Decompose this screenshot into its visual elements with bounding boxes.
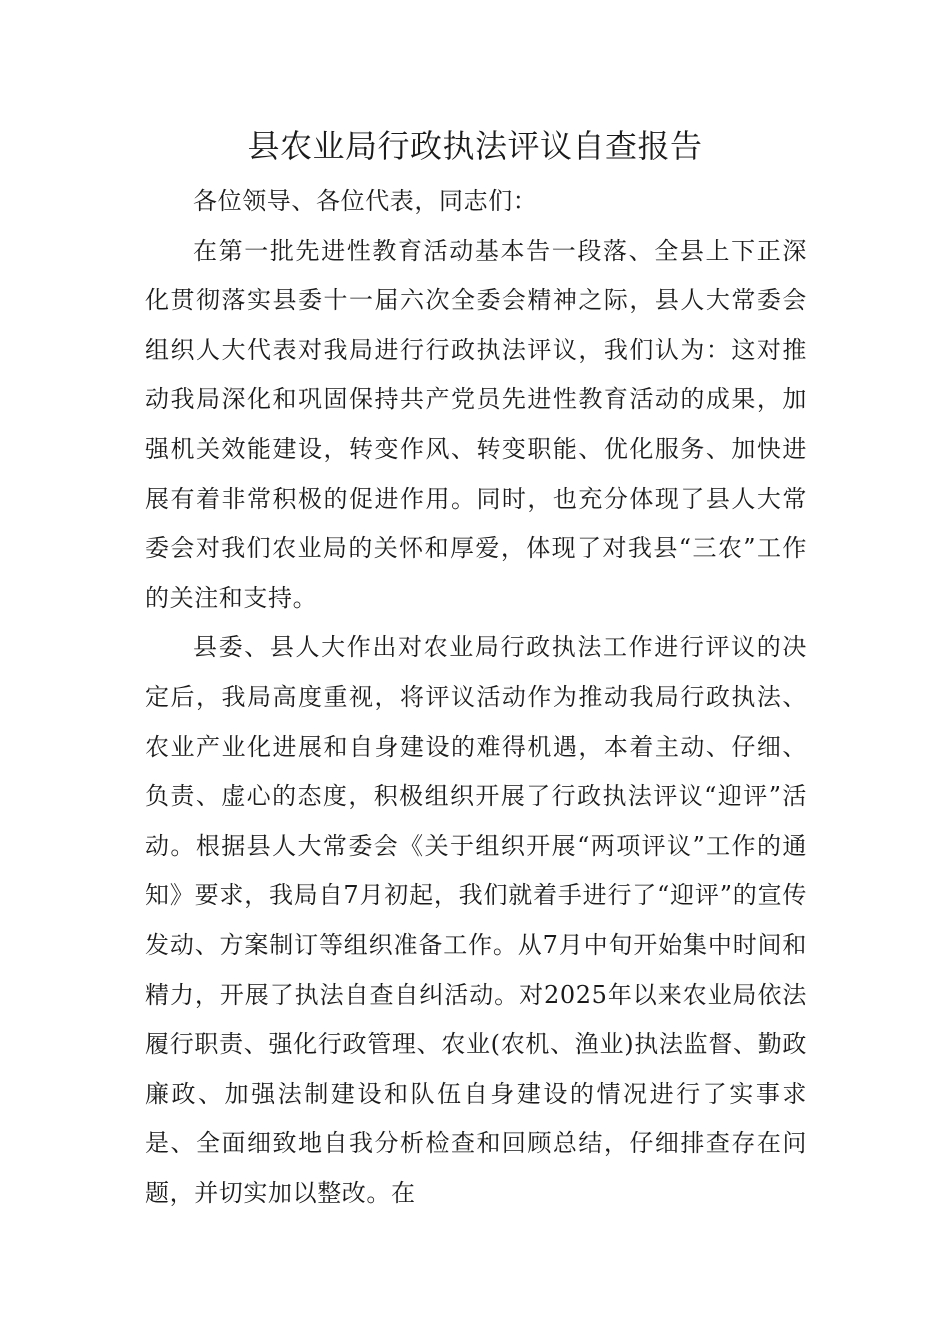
document-body <box>145 177 807 1218</box>
paragraph-2: 县委、县人大作出对农业局行政执法工作进行评议的决定后，我局高度重视，将评议活动作为推动我局行政执法、农业产业化进展和自身建设的难得机遇，本着主动、仔细、负责、虚心的态度，积极组织开展了行政执法评议“迎评”活动。根据县人大常委会《关于组织开展“两项评议”工作的通知》要求，我局自7月初起，我们就着手进行了“迎评”的宣传发动、方案制订等组织准备工作。从7月中旬开始集中时间和精力，开展了执法自查自纠活动。对2025年以来农业局依法履行职责、强化行政管理、农业(农机、渔业)执法监督、勤政廉政、加强法制建设和队伍自身建设的情况进行了实事求是、全面细致地自我分析检查和回顾总结，仔细排查存在问题，并切实加以整改。在 <box>145 633 807 1207</box>
salutation: 各位领导、各位代表，同志们： <box>193 187 538 215</box>
paragraph-1: 在第一批先进性教育活动基本告一段落、全县上下正深化贯彻落实县委十一届六次全委会精神之际，县人大常委会组织人大代表对我局进行行政执法评议，我们认为：这对推动我局深化和巩固保持共产党员先进性教育活动的成果，加强机关效能建设，转变作风、转变职能、优化服务、加快进展有着非常积极的促进作用。同时，也充分体现了县人大常委会对我们农业局的关怀和厚爱，体现了对我县“三农”工作的关注和支持。 <box>145 236 807 612</box>
document-title: 县农业局行政执法评议自查报告 <box>247 127 703 165</box>
